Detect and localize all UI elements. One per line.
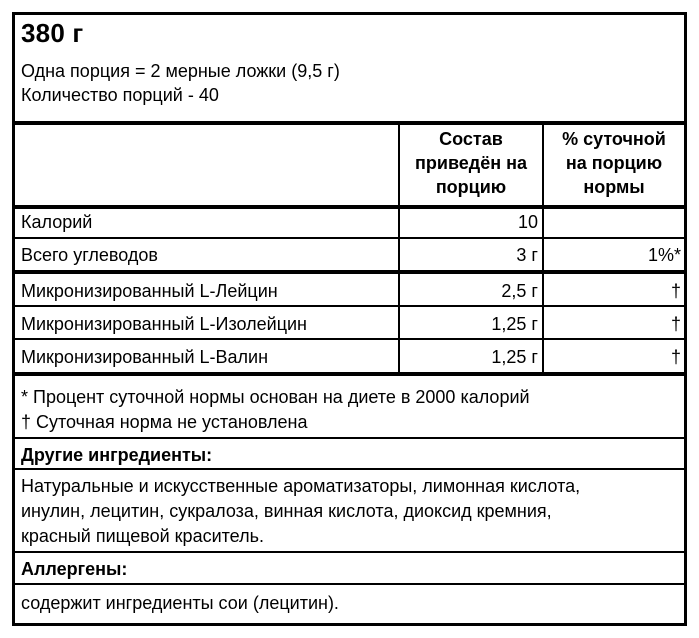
nutrition-facts-panel [12,12,687,626]
row-daily-value: 1%* [647,245,681,265]
other-ingredients-title: Другие ингредиенты: [21,445,213,465]
divider [15,551,684,553]
divider [15,468,684,470]
divider-thick [15,270,684,274]
divider-thick [15,372,684,376]
row-name: Микронизированный L-Изолейцин [21,314,307,334]
row-amount: 3 г [516,245,538,265]
row-name: Всего углеводов [21,245,158,265]
row-name: Микронизированный L-Валин [21,347,269,367]
allergens-text: содержит ингредиенты сои (лецитин). [21,593,339,613]
column-header-amount [400,127,542,199]
row-daily-value: † [670,347,681,367]
column-header-daily-value [544,127,684,199]
net-weight: 380 г [21,18,84,48]
ingredients-line: инулин, лецитин, сукралоза, винная кислота, диоксид кремния, [21,501,552,521]
row-name: Калорий [21,212,93,232]
row-amount: 1,25 г [491,314,538,334]
row-daily-value: † [670,314,681,334]
row-amount: 1,25 г [491,347,538,367]
header-section [15,15,684,125]
divider-thick [15,205,684,209]
divider [15,583,684,585]
column-header-dv-line: на порцию [565,153,663,173]
row-daily-value: † [670,281,681,301]
ingredients-line: красный пищевой краситель. [21,526,264,546]
column-header-dv-line: нормы [583,177,645,197]
servings-count: Количество порций - 40 [21,85,219,105]
column-header-amount-line: Состав [439,129,503,149]
footnote-dagger: † Суточная норма не установлена [21,412,308,432]
footnote-percent: * Процент суточной нормы основан на диете в 2000 калорий [21,387,530,407]
row-name: Микронизированный L-Лейцин [21,281,278,301]
row-amount: 2,5 г [501,281,538,301]
divider [15,305,684,307]
column-header-amount-line: порцию [435,177,507,197]
column-header-dv-line: % суточной [562,129,666,149]
divider [15,338,684,340]
ingredients-line: Натуральные и искусственные ароматизаторы, лимонная кислота, [21,476,581,496]
row-amount: 10 [517,212,538,232]
column-header-amount-line: приведён на [415,153,527,173]
divider [15,437,684,439]
divider [15,237,684,239]
allergens-title: Аллергены: [21,559,128,579]
serving-size: Одна порция = 2 мерные ложки (9,5 г) [21,61,340,81]
